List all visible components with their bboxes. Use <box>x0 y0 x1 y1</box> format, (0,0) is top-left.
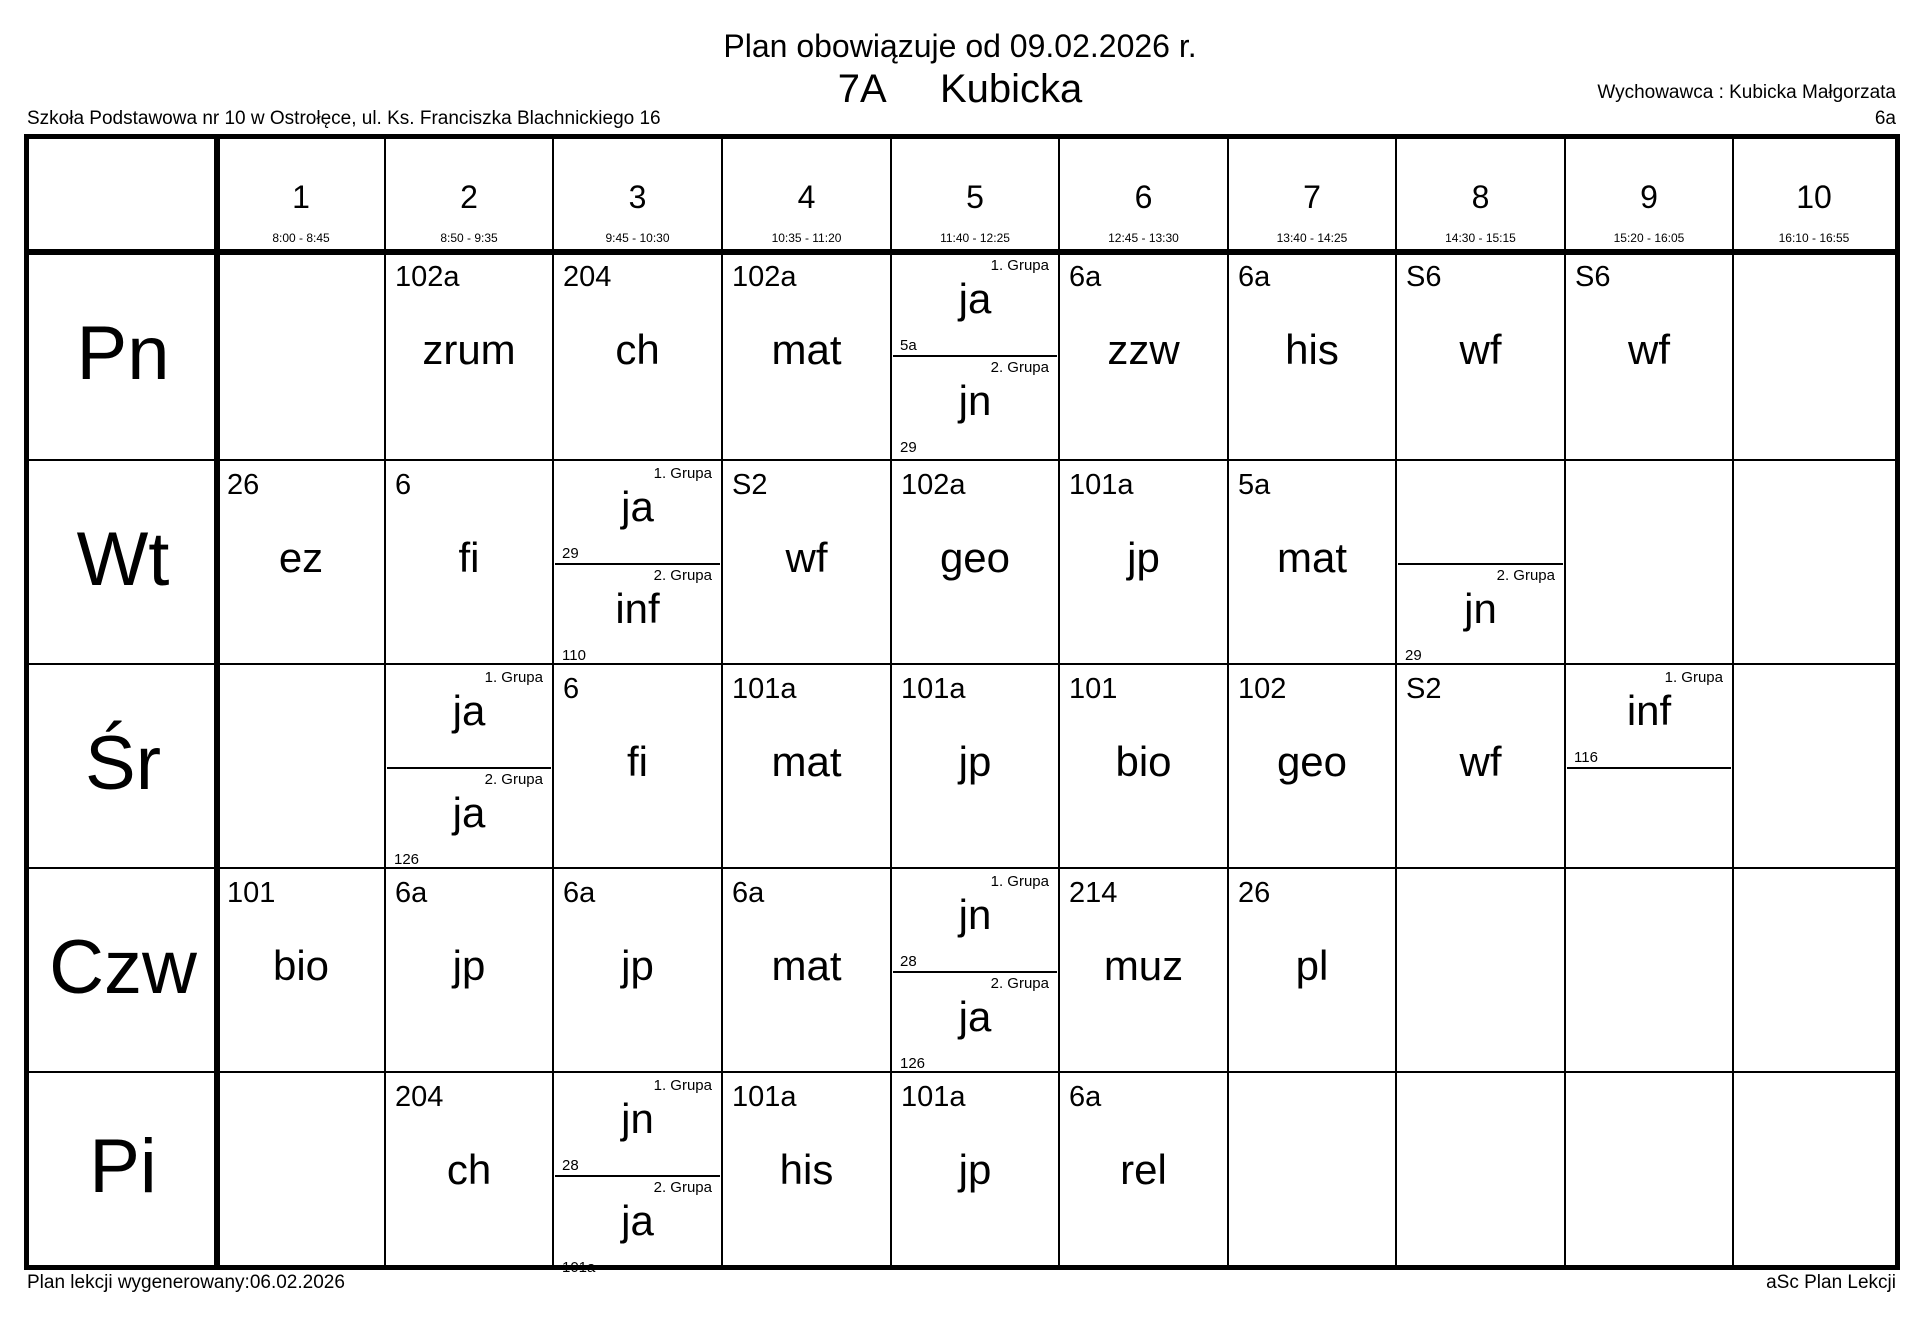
room-number: 6 <box>563 673 580 705</box>
group-label: 2. Grupa <box>990 359 1049 376</box>
lesson-cell-split <box>893 870 1057 1070</box>
period-number: 7 <box>1303 179 1321 215</box>
lesson-cell <box>555 254 720 458</box>
group-lesson <box>555 564 720 666</box>
room-number: 101a <box>901 1081 966 1113</box>
subject: fi <box>458 534 480 581</box>
room-number: 6a <box>1238 261 1271 293</box>
period-time: 11:40 - 12:25 <box>940 231 1010 245</box>
group-lesson <box>1398 564 1563 666</box>
lesson-cell-split <box>555 462 720 662</box>
lesson-cell <box>219 462 383 662</box>
subject: jn <box>1464 585 1497 632</box>
lesson-cell <box>1061 870 1226 1070</box>
subject: ez <box>278 534 324 581</box>
period-number: 2 <box>460 179 478 215</box>
subject: mat <box>771 942 842 989</box>
subject: mat <box>771 738 842 785</box>
grid-line-vertical <box>552 139 554 1265</box>
room-number: 28 <box>562 1157 579 1174</box>
period-number: 1 <box>292 179 310 215</box>
group-label: 2. Grupa <box>653 1179 712 1196</box>
subject: muz <box>1103 942 1184 989</box>
grid-line-horizontal <box>29 663 1895 665</box>
room-number: 5a <box>1238 469 1271 501</box>
room-number: 126 <box>900 1055 926 1072</box>
room-number: 29 <box>1405 647 1422 664</box>
grid-line-horizontal <box>29 867 1895 869</box>
subject: jp <box>621 942 654 989</box>
period-time: 13:40 - 14:25 <box>1276 231 1348 245</box>
grid-line-vertical <box>1395 139 1397 1265</box>
lesson-cell <box>893 1074 1057 1263</box>
subject: wf <box>1628 326 1670 373</box>
group-divider <box>1398 563 1563 565</box>
subject: his <box>1285 326 1339 373</box>
lesson-cell <box>1061 666 1226 866</box>
grid-line-vertical <box>214 139 220 1265</box>
lesson-cell <box>1230 870 1394 1070</box>
period-time: 14:30 - 15:15 <box>1445 231 1516 245</box>
subject: geo <box>939 534 1011 581</box>
lesson-cell <box>1061 1074 1226 1263</box>
room-number: 29 <box>562 545 579 562</box>
lesson-cell <box>387 254 551 458</box>
subject: zrum <box>422 326 516 373</box>
group-lesson <box>555 1074 720 1176</box>
group-divider <box>893 355 1057 357</box>
lesson-cell <box>893 462 1057 662</box>
group-lesson <box>1567 666 1731 768</box>
subject: jn <box>958 377 992 424</box>
room-number: 29 <box>900 439 917 456</box>
room-number: 101 <box>1069 673 1118 705</box>
subject: rel <box>1120 1146 1167 1193</box>
room-number: S2 <box>732 469 768 501</box>
lesson-cell <box>387 462 551 662</box>
group-label: 1. Grupa <box>653 1077 712 1094</box>
room-number: 6 <box>395 469 412 501</box>
grid-line-vertical <box>1732 139 1734 1265</box>
group-lesson <box>387 666 551 768</box>
room-number: 204 <box>563 261 612 293</box>
room-number: 214 <box>1069 877 1118 909</box>
group-label: 2. Grupa <box>484 771 543 788</box>
subject: ch <box>615 326 660 373</box>
room-number: 110 <box>562 647 586 664</box>
lesson-cell-split <box>1567 666 1731 866</box>
room-number: 102a <box>395 261 460 293</box>
home-room: 6a <box>1874 108 1896 129</box>
grid-line-vertical <box>1564 139 1566 1265</box>
day-label: Czw <box>49 925 197 1010</box>
lesson-cell <box>1230 462 1394 662</box>
period-number: 8 <box>1471 179 1490 215</box>
grid-line-vertical <box>721 139 723 1265</box>
lesson-cell <box>1061 462 1226 662</box>
subject: wf <box>785 534 828 581</box>
lesson-cell <box>893 666 1057 866</box>
group-divider <box>1567 767 1731 769</box>
group-divider <box>555 1175 720 1177</box>
group-label: 1. Grupa <box>1664 669 1723 686</box>
lesson-cell <box>1567 254 1731 458</box>
lesson-cell <box>724 870 889 1070</box>
lesson-cell-split <box>387 666 551 866</box>
school-name: Szkoła Podstawowa nr 10 w Ostrołęce, ul. Ks. Franciszka Blachnickiego 16 <box>27 108 661 129</box>
subject: ch <box>446 1146 492 1193</box>
subject: wf <box>1459 738 1502 785</box>
subject: ja <box>621 483 654 530</box>
plan-title: Plan obowiązuje od 09.02.2026 r. <box>723 28 1197 64</box>
room-number: 126 <box>394 851 420 868</box>
lesson-cell <box>1061 254 1226 458</box>
period-time: 15:20 - 16:05 <box>1613 231 1685 245</box>
subject: zzw <box>1107 326 1180 373</box>
class-heading: 7A Kubicka <box>837 67 1083 111</box>
subject: jp <box>958 738 992 785</box>
group-lesson <box>893 870 1057 972</box>
lesson-cell <box>1398 666 1563 866</box>
lesson-cell-split <box>893 254 1057 458</box>
group-divider <box>387 767 551 769</box>
subject: inf <box>615 585 660 632</box>
subject: fi <box>627 738 648 785</box>
subject: jn <box>958 891 992 938</box>
day-label: Pi <box>89 1123 157 1209</box>
group-divider <box>893 971 1057 973</box>
grid-line-vertical <box>1058 139 1060 1265</box>
period-time: 12:45 - 13:30 <box>1108 231 1179 245</box>
room-number: 28 <box>900 953 917 970</box>
room-number: 101a <box>562 1259 596 1276</box>
day-label: Wt <box>76 517 170 602</box>
room-number: 26 <box>227 469 260 501</box>
subject: jp <box>1127 534 1160 581</box>
subject: wf <box>1459 326 1502 373</box>
lesson-cell <box>1230 254 1394 458</box>
lesson-cell <box>555 870 720 1070</box>
room-number: 101a <box>1069 469 1134 501</box>
subject: jp <box>452 942 486 989</box>
room-number: 102a <box>901 469 966 501</box>
room-number: 204 <box>395 1081 444 1113</box>
period-time: 8:50 - 9:35 <box>440 231 498 245</box>
period-time: 8:00 - 8:45 <box>272 231 330 245</box>
group-lesson <box>555 462 720 564</box>
period-number: 10 <box>1796 179 1832 215</box>
subject: pl <box>1295 942 1329 989</box>
room-number: 101 <box>227 877 276 909</box>
room-number: 6a <box>563 877 596 909</box>
lesson-cell <box>387 1074 551 1263</box>
room-number: 26 <box>1238 877 1271 909</box>
subject: mat <box>771 326 842 373</box>
group-lesson <box>555 1176 720 1278</box>
grid-line-horizontal <box>29 459 1895 461</box>
room-number: 6a <box>1069 261 1102 293</box>
subject: jn <box>621 1095 654 1142</box>
room-number: 101a <box>732 1081 797 1113</box>
grid-line-vertical <box>1227 139 1229 1265</box>
subject: geo <box>1276 738 1348 785</box>
lesson-cell <box>724 254 889 458</box>
grid-line-vertical <box>890 139 892 1265</box>
group-label: 1. Grupa <box>990 873 1049 890</box>
subject: ja <box>452 687 486 734</box>
group-label: 2. Grupa <box>990 975 1049 992</box>
subject: bio <box>1115 738 1172 785</box>
subject: ja <box>452 789 486 836</box>
group-label: 1. Grupa <box>990 257 1049 274</box>
lesson-cell <box>387 870 551 1070</box>
room-number: 6a <box>1069 1081 1102 1113</box>
timetable-grid <box>24 134 1900 1276</box>
group-lesson <box>893 356 1057 458</box>
subject: his <box>779 1146 834 1193</box>
subject: jp <box>958 1146 992 1193</box>
room-number: 101a <box>732 673 797 705</box>
lesson-cell <box>555 666 720 866</box>
subject: ja <box>958 993 992 1040</box>
lesson-cell <box>724 666 889 866</box>
generated-date: Plan lekcji wygenerowany:06.02.2026 <box>27 1272 345 1293</box>
period-time: 10:35 - 11:20 <box>771 231 842 245</box>
subject: ja <box>958 275 992 322</box>
room-number: 6a <box>732 877 765 909</box>
period-number: 6 <box>1134 179 1153 215</box>
group-label: 1. Grupa <box>653 465 712 482</box>
period-number: 5 <box>966 179 984 215</box>
lesson-cell-split <box>1398 462 1563 662</box>
room-number: 102 <box>1238 673 1287 705</box>
room-number: 102a <box>732 261 797 293</box>
lesson-cell <box>724 462 889 662</box>
class-teacher: Wychowawca : Kubicka Małgorzata <box>1597 82 1896 103</box>
lesson-cell-split <box>555 1074 720 1276</box>
subject: ja <box>621 1197 654 1244</box>
lesson-cell <box>219 870 383 1070</box>
day-label: Śr <box>85 721 161 806</box>
room-number: S6 <box>1406 261 1442 293</box>
room-number: 116 <box>1574 749 1598 766</box>
period-number: 4 <box>797 179 816 215</box>
group-lesson <box>893 972 1057 1074</box>
subject: bio <box>272 942 330 989</box>
day-label: Pn <box>76 311 170 396</box>
period-number: 3 <box>628 179 647 215</box>
grid-line-vertical <box>384 139 386 1265</box>
app-name: aSc Plan Lekcji <box>1766 1272 1896 1293</box>
lesson-cell <box>1230 666 1394 866</box>
period-time: 9:45 - 10:30 <box>605 231 670 245</box>
group-lesson <box>893 254 1057 356</box>
room-number: S2 <box>1406 673 1442 705</box>
room-number: S6 <box>1575 261 1611 293</box>
period-time: 16:10 - 16:55 <box>1778 231 1850 245</box>
room-number: 5a <box>900 337 917 354</box>
group-label: 2. Grupa <box>1496 567 1555 584</box>
group-lesson <box>387 768 551 870</box>
group-label: 2. Grupa <box>653 567 712 584</box>
lesson-cell <box>1398 254 1563 458</box>
subject: mat <box>1276 534 1347 581</box>
room-number: 6a <box>395 877 428 909</box>
group-label: 1. Grupa <box>484 669 543 686</box>
subject: inf <box>1626 687 1672 734</box>
group-divider <box>555 563 720 565</box>
room-number: 101a <box>901 673 966 705</box>
lesson-cell <box>724 1074 889 1263</box>
period-number: 9 <box>1640 179 1658 215</box>
